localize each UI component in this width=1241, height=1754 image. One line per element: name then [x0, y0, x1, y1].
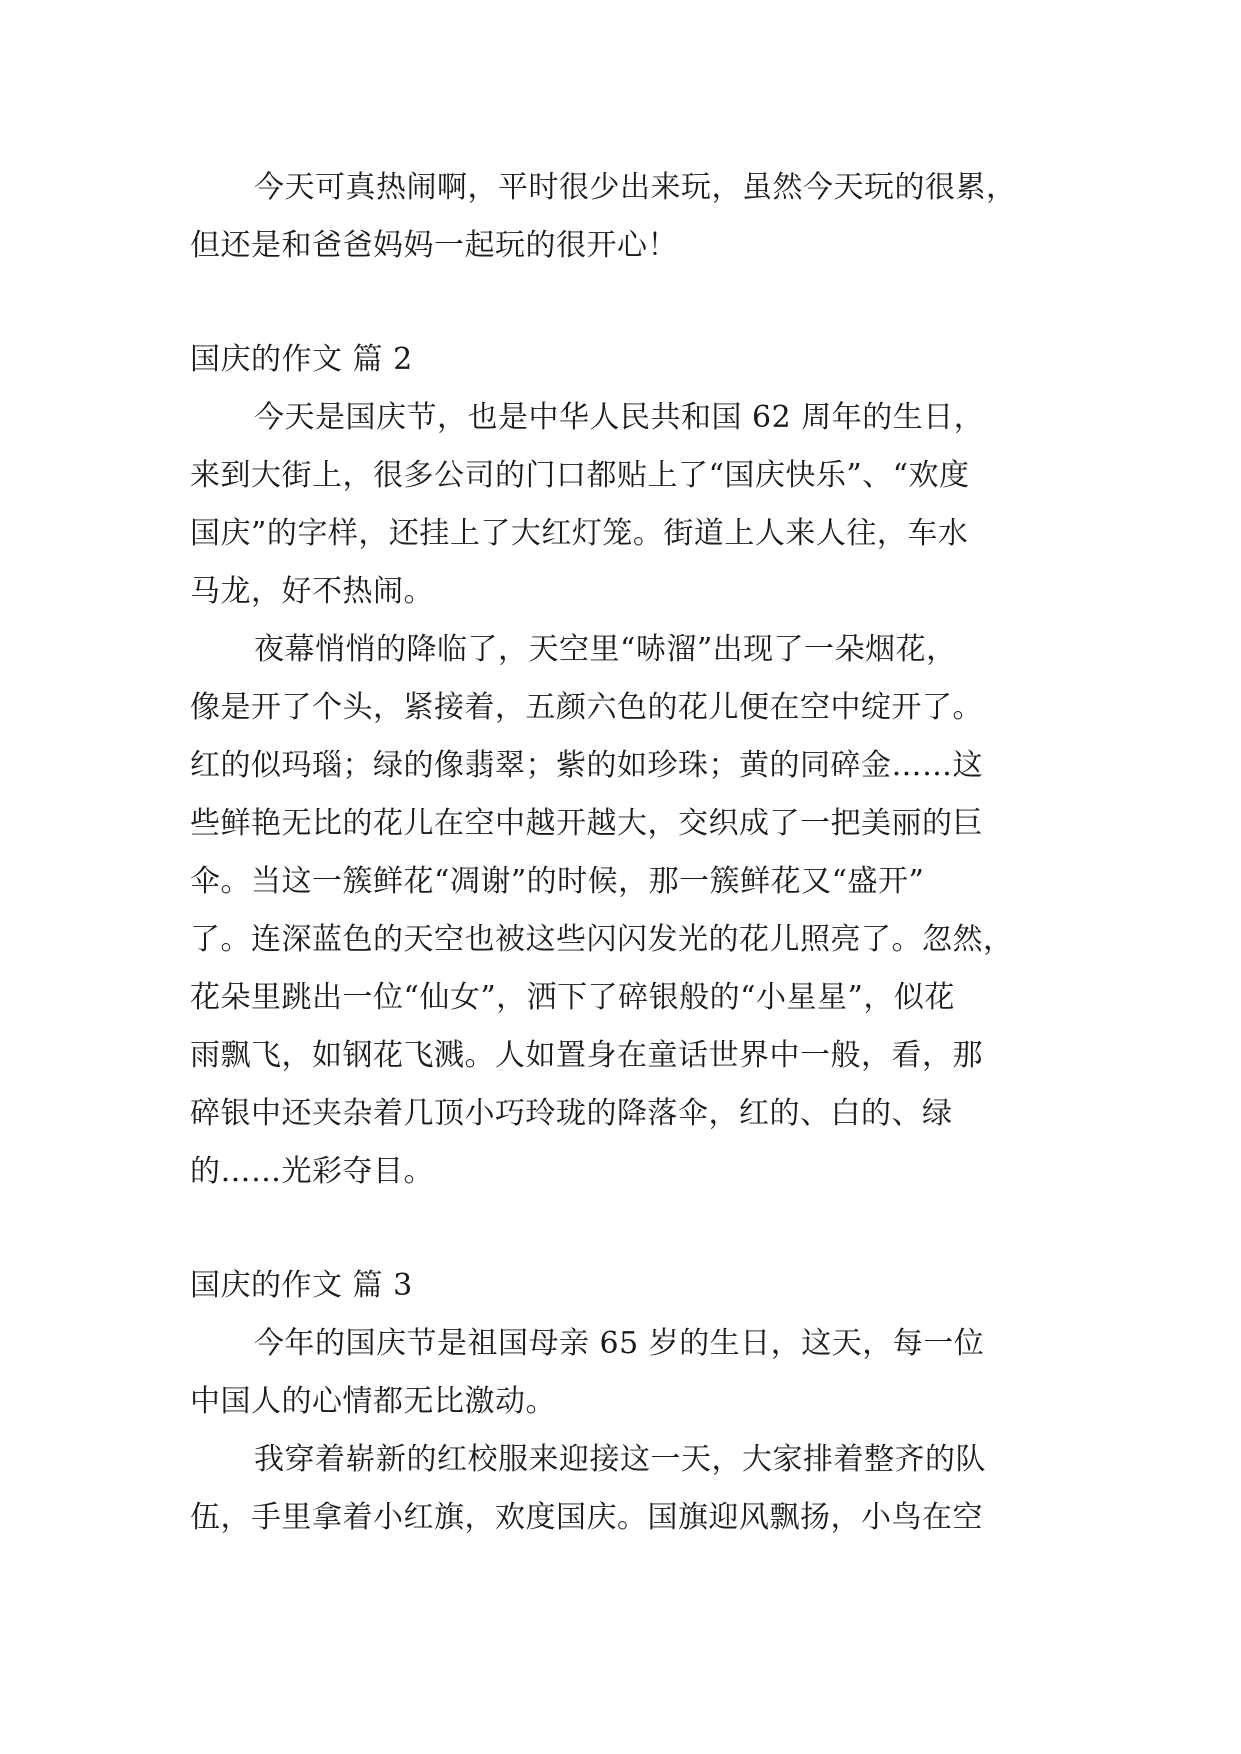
- paragraph-line: 伍，手里拿着小红旗，欢度国庆。国旗迎风飘扬，小鸟在空: [190, 1500, 983, 1535]
- paragraph-line: 的……光彩夺目。: [190, 1154, 434, 1189]
- paragraph-line: 来到大街上，很多公司的门口都贴上了“国庆快乐”、“欢度: [190, 458, 970, 493]
- paragraph-line: 像是开了个头，紧接着，五颜六色的花儿便在空中绽开了。: [190, 690, 983, 725]
- paragraph-line: 但还是和爸爸妈妈一起玩的很开心！: [190, 228, 678, 263]
- paragraph-line: 中国人的心情都无比激动。: [190, 1384, 556, 1419]
- paragraph-line: 花朵里跳出一位“仙女”，洒下了碎银般的“小星星”，似花: [190, 980, 955, 1015]
- paragraph-line: 伞。当这一簇鲜花“凋谢”的时候，那一簇鲜花又“盛开”: [190, 864, 925, 899]
- section-heading: 国庆的作文 篇 2: [190, 342, 413, 377]
- paragraph-line: 雨飘飞，如钢花飞溅。人如置身在童话世界中一般，看，那: [190, 1038, 983, 1073]
- paragraph-line: 碎银中还夹杂着几顶小巧玲珑的降落伞，红的、白的、绿: [190, 1096, 953, 1131]
- paragraph-line: 马龙，好不热闹。: [190, 574, 434, 609]
- paragraph-line: 了。连深蓝色的天空也被这些闪闪发光的花儿照亮了。忽然，: [190, 922, 1014, 957]
- paragraph-line: 些鲜艳无比的花儿在空中越开越大，交织成了一把美丽的巨: [190, 806, 983, 841]
- paragraph-line: 夜幕悄悄的降临了，天空里“哧溜”出现了一朵烟花，: [254, 632, 957, 667]
- paragraph-line: 红的似玛瑙；绿的像翡翠；紫的如珍珠；黄的同碎金……这: [190, 748, 983, 783]
- section-heading: 国庆的作文 篇 3: [190, 1268, 413, 1303]
- paragraph-line: 国庆”的字样，还挂上了大红灯笼。街道上人来人往，车水: [190, 516, 969, 551]
- paragraph-line: 今年的国庆节是祖国母亲 65 岁的生日，这天，每一位: [254, 1326, 985, 1361]
- paragraph-line: 今天是国庆节，也是中华人民共和国 62 周年的生日，: [254, 400, 985, 435]
- paragraph-line: 我穿着崭新的红校服来迎接这一天，大家排着整齐的队: [254, 1442, 986, 1477]
- paragraph-line: 今天可真热闹啊，平时很少出来玩，虽然今天玩的很累，: [254, 170, 1017, 205]
